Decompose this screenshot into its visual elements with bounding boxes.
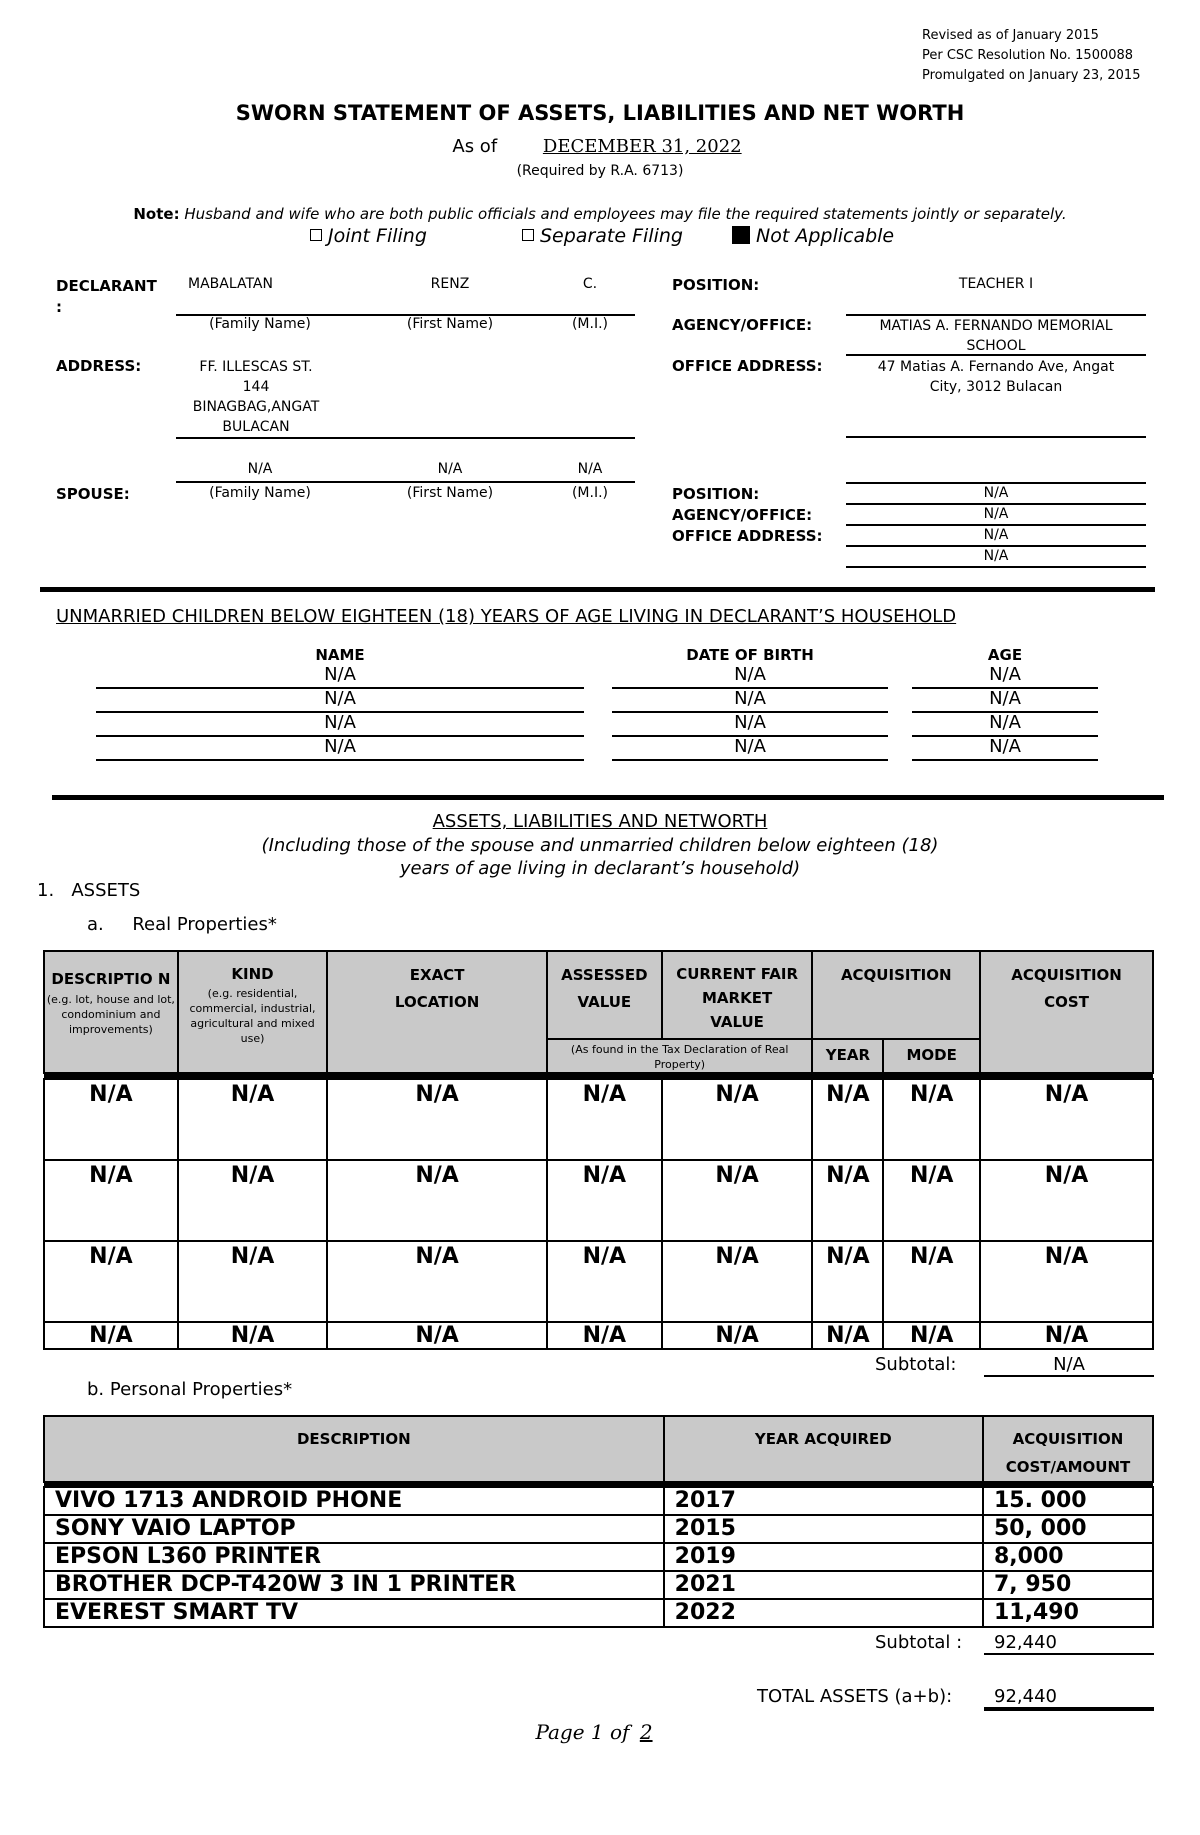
agency-line: SCHOOL: [966, 338, 1026, 354]
spouse-line: [846, 566, 1146, 568]
spouse-office-address-2: N/A: [983, 548, 1009, 564]
pp-year: 2019: [664, 1543, 983, 1571]
rp-cell: N/A: [980, 1241, 1153, 1322]
table-row: [44, 1571, 1153, 1599]
rp-header-value-sub-text: (As found in the Tax Declaration of Real Property): [570, 1043, 789, 1071]
child-row-line: [912, 759, 1098, 761]
spouse-label: SPOUSE:: [56, 485, 130, 503]
pp-year: 2022: [664, 1599, 983, 1627]
rp-cell: N/A: [178, 1079, 327, 1160]
joint-filing-label: Joint Filing: [328, 225, 427, 247]
required-note: (Required by R.A. 6713): [516, 163, 684, 179]
rp-header-kind-sub: (e.g. residential, commercial, industrial, agricultural and mixed use): [189, 987, 316, 1045]
rp-cell: N/A: [883, 1322, 980, 1349]
assets-label: 1. ASSETS: [37, 880, 141, 901]
rp-header-description-text: DESCRIPTIO N: [51, 970, 171, 988]
pp-cost: 50, 000: [983, 1515, 1153, 1543]
checkbox-empty-icon: [522, 229, 534, 241]
pp-description: VIVO 1713 ANDROID PHONE: [44, 1487, 664, 1515]
rp-header-acquisition: ACQUISITION: [812, 951, 980, 1039]
declarant-label: DECLARANT :: [56, 277, 157, 316]
table-row: [44, 1241, 1153, 1322]
office-address-label: OFFICE ADDRESS:: [672, 357, 823, 375]
declarant-address: [176, 357, 336, 437]
page-title: SWORN STATEMENT OF ASSETS, LIABILITIES AND NET WORTH: [235, 101, 965, 125]
pp-cost: 7, 950: [983, 1571, 1153, 1599]
declarant-family-name: MABALATAN: [188, 276, 273, 292]
child-dob: N/A: [734, 664, 766, 685]
rp-cell: N/A: [547, 1160, 662, 1241]
rp-subtotal-value: N/A: [984, 1354, 1154, 1377]
separate-filing-label: Separate Filing: [540, 225, 683, 247]
rp-cell: N/A: [547, 1322, 662, 1349]
note-label: Note:: [133, 205, 180, 223]
address-line: BULACAN: [222, 419, 290, 435]
rp-header-assessed: ASSESSED VALUE: [547, 951, 662, 1039]
rp-cell: N/A: [883, 1160, 980, 1241]
child-name: N/A: [324, 664, 356, 685]
child-age: N/A: [989, 664, 1021, 685]
real-properties-table: [43, 950, 1154, 1350]
spouse-family-name-caption: (Family Name): [209, 485, 311, 501]
spouse-mi: N/A: [577, 461, 603, 477]
pp-cost: 15. 000: [983, 1487, 1153, 1515]
as-of-date: DECEMBER 31, 2022: [542, 136, 742, 157]
rp-cell: N/A: [883, 1079, 980, 1160]
address-label: ADDRESS:: [56, 357, 142, 375]
pp-year: 2021: [664, 1571, 983, 1599]
rp-header-kind: [178, 951, 327, 1073]
office-address-line-rule: [846, 436, 1146, 438]
table-row: [44, 1322, 1153, 1349]
rp-header-cost: ACQUISITION COST: [980, 951, 1153, 1073]
rp-cell: N/A: [44, 1160, 178, 1241]
assets-subheading: (Including those of the spouse and unmarried children below eighteen (18): [261, 835, 939, 856]
spouse-name-line: [176, 481, 635, 483]
page-number: [0, 1720, 1200, 1744]
rp-cell: N/A: [327, 1160, 547, 1241]
child-name: N/A: [324, 712, 356, 733]
rp-cell: N/A: [980, 1160, 1153, 1241]
rp-cell: N/A: [812, 1079, 883, 1160]
address-line-rule: [176, 437, 635, 439]
rp-cell: N/A: [44, 1079, 178, 1160]
pp-header-cost: ACQUISITION COST/AMOUNT: [983, 1416, 1153, 1482]
revision-line: Per CSC Resolution No. 1500088: [922, 48, 1134, 63]
rp-header-location: EXACT LOCATION: [327, 951, 547, 1073]
rp-cell: N/A: [44, 1322, 178, 1349]
spouse-mi-caption: (M.I.): [571, 485, 609, 501]
rp-cell: N/A: [44, 1241, 178, 1322]
total-assets-label: TOTAL ASSETS (a+b):: [757, 1686, 953, 1707]
pp-cost: 11,490: [983, 1599, 1153, 1627]
pp-description: BROTHER DCP-T420W 3 IN 1 PRINTER: [44, 1571, 664, 1599]
child-dob: N/A: [734, 736, 766, 757]
revision-line: Revised as of January 2015: [922, 28, 1099, 43]
spouse-agency-label: AGENCY/OFFICE:: [672, 506, 813, 524]
rp-cell: N/A: [812, 1160, 883, 1241]
declarant-mi: C.: [582, 276, 598, 292]
pp-description: SONY VAIO LAPTOP: [44, 1515, 664, 1543]
not-applicable-checkbox[interactable]: [732, 225, 894, 247]
joint-filing-checkbox[interactable]: [310, 225, 427, 247]
checkbox-filled-icon: [732, 226, 750, 244]
table-row: [44, 1543, 1153, 1571]
office-address-line: 47 Matias A. Fernando Ave, Angat: [877, 359, 1115, 375]
spouse-position: N/A: [983, 485, 1009, 501]
spouse-line: [846, 545, 1146, 547]
table-row: [44, 1487, 1153, 1515]
rp-cell: N/A: [812, 1322, 883, 1349]
table-row: [44, 1599, 1153, 1627]
rp-cell: N/A: [178, 1241, 327, 1322]
agency-line-rule: [846, 354, 1146, 356]
pp-cost: 8,000: [983, 1543, 1153, 1571]
spouse-first-name: N/A: [437, 461, 463, 477]
checkbox-empty-icon: [310, 229, 322, 241]
child-name: N/A: [324, 736, 356, 757]
spouse-line: [846, 503, 1146, 505]
separate-filing-checkbox[interactable]: [522, 225, 683, 247]
address-line: 144: [242, 379, 270, 395]
note-text: Husband and wife who are both public officials and employees may file the required statements jointly or separately.: [184, 205, 1067, 223]
as-of-line: [0, 136, 1200, 157]
rp-header-description-sub: (e.g. lot, house and lot, condominium and improvements): [46, 993, 175, 1036]
spouse-family-name: N/A: [247, 461, 273, 477]
child-age: N/A: [989, 688, 1021, 709]
child-age: N/A: [989, 736, 1021, 757]
child-row-line: [612, 759, 888, 761]
section-divider: [52, 795, 1164, 800]
personal-properties-table: [43, 1415, 1154, 1628]
as-of-label: As of: [452, 136, 498, 157]
rp-header-kind-text: KIND: [231, 965, 274, 983]
children-col-dob: DATE OF BIRTH: [686, 646, 814, 664]
not-applicable-label: Not Applicable: [756, 225, 895, 247]
children-heading: UNMARRIED CHILDREN BELOW EIGHTEEN (18) YEARS OF AGE LIVING IN DECLARANT’S HOUSEHOLD: [56, 606, 957, 627]
assets-subheading: years of age living in declarant’s household): [399, 858, 801, 879]
total-assets-value: 92,440: [984, 1686, 1154, 1711]
first-name-caption: (First Name): [406, 316, 494, 332]
table-row: [44, 1160, 1153, 1241]
rp-header-market: CURRENT FAIR MARKET VALUE: [662, 951, 813, 1039]
address-line: FF. ILLESCAS ST.: [199, 359, 313, 375]
rp-cell: N/A: [883, 1241, 980, 1322]
rp-header-mode: MODE: [883, 1039, 980, 1073]
declarant-agency: [846, 316, 1146, 356]
revision-line: Promulgated on January 23, 2015: [922, 68, 1141, 83]
page-label: Page 1 of: [535, 1720, 630, 1744]
table-row: [44, 1515, 1153, 1543]
section-divider: [40, 587, 1155, 592]
rp-cell: N/A: [178, 1322, 327, 1349]
spouse-office-address-label: OFFICE ADDRESS:: [672, 527, 823, 545]
pp-header-description: DESCRIPTION: [44, 1416, 664, 1482]
personal-properties-label: b. Personal Properties*: [87, 1379, 293, 1400]
rp-header-value-sub: [547, 1039, 813, 1073]
assets-heading: ASSETS, LIABILITIES AND NETWORTH: [432, 811, 768, 832]
agency-line: MATIAS A. FERNANDO MEMORIAL: [879, 318, 1113, 334]
pp-subtotal-value: 92,440: [984, 1632, 1154, 1655]
spouse-line: [846, 482, 1146, 484]
child-row-line: [96, 759, 584, 761]
rp-cell: N/A: [327, 1322, 547, 1349]
pp-description: EPSON L360 PRINTER: [44, 1543, 664, 1571]
child-dob: N/A: [734, 712, 766, 733]
children-col-name: NAME: [315, 646, 365, 664]
rp-cell: N/A: [327, 1241, 547, 1322]
filing-note: [0, 205, 1200, 223]
pp-description: EVEREST SMART TV: [44, 1599, 664, 1627]
pp-header-year: YEAR ACQUIRED: [664, 1416, 983, 1482]
spouse-first-name-caption: (First Name): [406, 485, 494, 501]
rp-cell: N/A: [662, 1079, 813, 1160]
rp-cell: N/A: [178, 1160, 327, 1241]
family-name-caption: (Family Name): [209, 316, 311, 332]
children-col-age: AGE: [987, 646, 1023, 664]
spouse-line: [846, 524, 1146, 526]
mi-caption: (M.I.): [571, 316, 609, 332]
pp-year: 2017: [664, 1487, 983, 1515]
declarant-office-address: [846, 357, 1146, 397]
real-properties-label: a. Real Properties*: [87, 914, 277, 935]
spouse-agency: N/A: [983, 506, 1009, 522]
child-dob: N/A: [734, 688, 766, 709]
pp-subtotal-label: Subtotal :: [875, 1632, 963, 1653]
agency-label: AGENCY/OFFICE:: [672, 316, 813, 334]
rp-header-description: [44, 951, 178, 1073]
child-age: N/A: [989, 712, 1021, 733]
declarant-position: TEACHER I: [958, 276, 1034, 292]
rp-subtotal-label: Subtotal:: [875, 1354, 957, 1375]
child-name: N/A: [324, 688, 356, 709]
rp-cell: N/A: [980, 1079, 1153, 1160]
rp-cell: N/A: [980, 1322, 1153, 1349]
rp-cell: N/A: [327, 1079, 547, 1160]
rp-cell: N/A: [547, 1241, 662, 1322]
rp-cell: N/A: [812, 1241, 883, 1322]
rp-cell: N/A: [662, 1241, 813, 1322]
rp-header-year: YEAR: [812, 1039, 883, 1073]
revision-note: [922, 26, 1140, 86]
declarant-first-name: RENZ: [430, 276, 470, 292]
page-total: 2: [639, 1720, 653, 1744]
position-label: POSITION:: [672, 276, 760, 294]
pp-year: 2015: [664, 1515, 983, 1543]
office-address-line: City, 3012 Bulacan: [929, 379, 1063, 395]
table-row: [44, 1079, 1153, 1160]
rp-cell: N/A: [662, 1160, 813, 1241]
spouse-office-address: N/A: [983, 527, 1009, 543]
spouse-position-label: POSITION:: [672, 485, 760, 503]
rp-cell: N/A: [662, 1322, 813, 1349]
address-line: BINAGBAG,ANGAT: [192, 399, 320, 415]
rp-cell: N/A: [547, 1079, 662, 1160]
